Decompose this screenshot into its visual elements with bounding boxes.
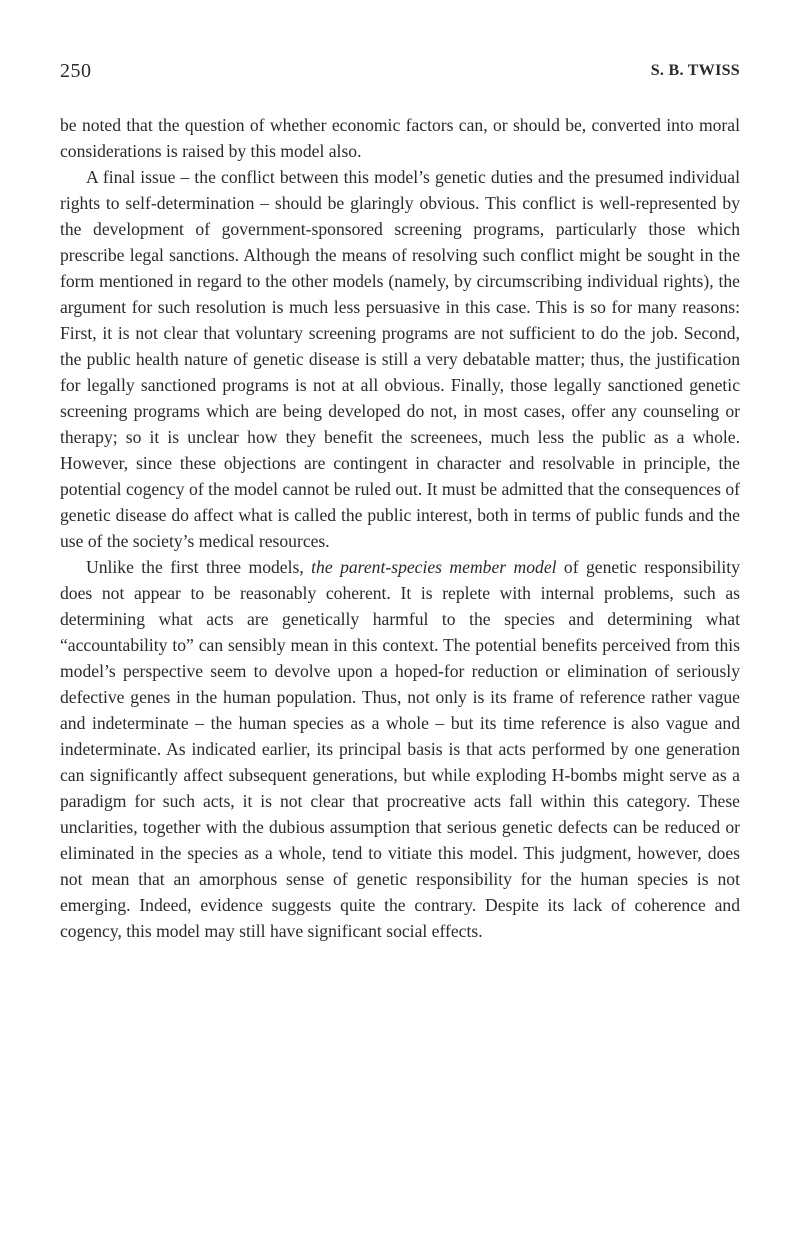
model-name-italic: the parent-species member model [311,557,557,577]
page-header [60,60,740,90]
paragraph-final-issue: A final issue – the conflict between this model’s genetic duties and the presumed individual rights to self-determination – should be glaringly obvious. This conflict is well-represented by the development of government-sponsored screening programs, particularly those which prescribe legal sanctions. Although the means of resolving such conflict might be sought in the form mentioned in regard to the other models (namely, by circumscribing individual rights), the argument for such resolution is much less persuasive in this case. This is so for many reasons: First, it is not clear that voluntary screening programs are not sufficient to do the job. Second, the public health nature of genetic disease is still a very debatable matter; thus, the justification for legally sanctioned programs is not at all obvious. Finally, those legally sanctioned genetic screening programs which are being developed do not, in most cases, offer any counseling or therapy; so it is unclear how they benefit the screenees, much less the public as a whole. However, since these objections are contingent in character and resolvable in principle, the potential cogency of the model cannot be ruled out. It must be admitted that the consequences of genetic disease do affect what is called the public interest, both in terms of public funds and the use of the society’s medical resources. [60,167,740,551]
paragraph-lead: Unlike the first three models, [86,557,312,577]
body-text [60,112,740,944]
page-number: 250 [60,60,92,82]
paragraph-continued: be noted that the question of whether economic factors can, or should be, converted into moral considerations is raised by this model also. [60,115,740,161]
paragraph-rest: of genetic responsibility does not appear to be reasonably coherent. It is replete with internal problems, such as determining what acts are genetically harmful to the species and determining what “accountability to” can sensibly mean in this context. The potential benefits perceived from this model’s perspective seem to devolve upon a hoped-for reduction or elimination of seriously defective genes in the human population. Thus, not only is its frame of reference rather vague and indeterminate – the human species as a whole – but its time reference is also vague and indeterminate. As indicated earlier, its principal basis is that acts performed by one generation can significantly affect subsequent generations, but while exploding H-bombs might serve as a paradigm for such acts, it is not clear that procreative acts fall within this category. These unclarities, together with the dubious assumption that serious genetic defects can be reduced or eliminated in the species as a whole, tend to vitiate this model. This judgment, however, does not mean that an amorphous sense of genetic responsibility for the human species is not emerging. Indeed, evidence suggests quite the contrary. Despite its lack of coherence and cogency, this model may still have significant social effects. [60,557,740,941]
paragraph-parent-species-model [60,554,740,944]
running-head: S. B. TWISS [650,62,740,79]
